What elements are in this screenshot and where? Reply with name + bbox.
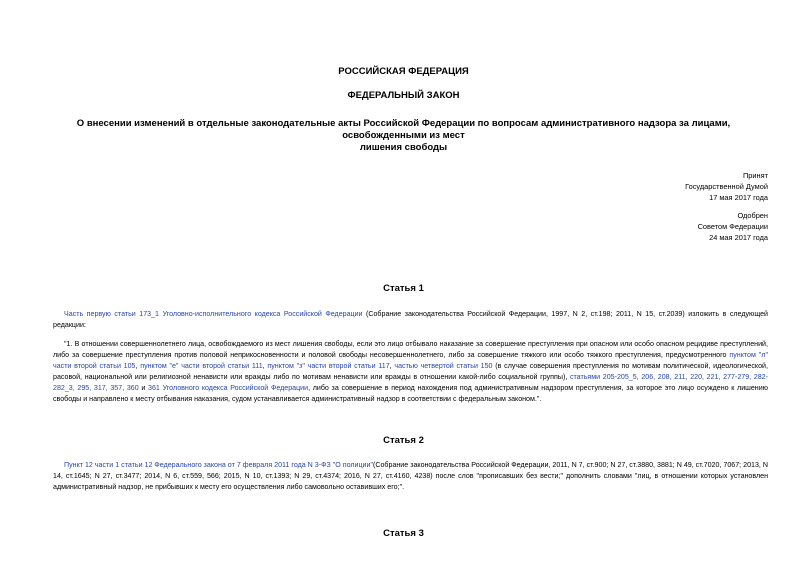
- article-2-link[interactable]: Пункт 12 части 1 статьи 12 Федерального закона от 7 февраля 2011 года N 3-ФЗ "О полиции": [64, 461, 373, 469]
- article-1-intro-text: (Собрание законодательства Российской Федерации, 1997, N 2, ст.198; 2011, N 15, ст.2039) изложить в следующей редакции:: [53, 310, 768, 329]
- country-heading: РОССИЙСКАЯ ФЕДЕРАЦИЯ: [338, 66, 469, 77]
- separator: ,: [389, 362, 395, 370]
- article-2-heading: Статья 2: [383, 435, 424, 446]
- accepted-date: 17 мая 2017 года: [709, 193, 768, 202]
- quote-text-2: (в случае совершения преступления по мотивам политической, идеологической, расовой, национальной или религиозной ненависти или вражды либо по мотивам ненависти или вражды в отношении какой-либо социальной группы),: [53, 362, 768, 381]
- article-1-intro: [53, 309, 768, 331]
- separator: ,: [262, 362, 268, 370]
- link-articles-list[interactable]: статьями 205-205_5, 206, 208, 211, 220, 221, 277-279, 282-282_3, 295, 317, 357, 360: [53, 373, 768, 392]
- quote-text-3: , либо за совершение в период нахождения под административным надзором преступления, за которое это лицо осуждено к лишению свободы и направлено к месту отбывания наказания, судом устанавливается административный надзор в соответствии с федеральным законом.".: [53, 384, 768, 403]
- accepted-label: Принят: [742, 171, 768, 180]
- separator: ,: [135, 362, 141, 370]
- accepted-body: Государственной Думой: [685, 182, 768, 191]
- approved-label: Одобрен: [737, 211, 768, 220]
- article-2-body: (Собрание законодательства Российской Федерации, 2011, N 7, ст.900; N 27, ст.3880, 3881; N 49, ст.7020, 7067; 2013, N 14, ст.1645; N 27, ст.3477; 2014, N 6, ст.559, 566; 2015, N 10, ст.1393; N 29, ст.4374; 2016, N 27, ст.4160, 4238) после слов "прописавших без вести;" дополнить словами "лиц, в отношении которых установлен административный надзор, не прибывших к месту его осуществления либо самовольно оставивших его;".: [53, 461, 768, 491]
- law-title: [52, 118, 755, 154]
- law-title-line-2: лишения свободы: [359, 142, 448, 153]
- adoption-approved: [698, 210, 768, 243]
- article-1-quote: [53, 339, 768, 405]
- article-1-heading: Статья 1: [383, 283, 424, 294]
- adoption-accepted: [685, 170, 768, 203]
- article-3-heading: Статья 3: [383, 528, 424, 539]
- law-type-heading: ФЕДЕРАЛЬНЫЙ ЗАКОН: [347, 90, 460, 101]
- link-criminal-code[interactable]: 361 Уголовного кодекса Российской Федерации: [148, 384, 309, 392]
- approved-date: 24 мая 2017 года: [709, 233, 768, 242]
- article-1-intro-link[interactable]: Часть первую статьи 173_1 Уголовно-исполнительного кодекса Российской Федерации: [64, 310, 363, 318]
- link-art-117[interactable]: пунктом "з" части второй статьи 117: [267, 362, 390, 370]
- link-art-150[interactable]: частью четвертой статьи 150: [394, 362, 493, 370]
- separator: и: [138, 384, 149, 392]
- law-title-line-1: О внесении изменений в отдельные законодательные акты Российской Федерации по вопросам административного надзора за лицами, освобожденными из мест: [76, 118, 731, 141]
- link-art-111[interactable]: пунктом "е" части второй статьи 111: [140, 362, 263, 370]
- approved-body: Советом Федерации: [697, 222, 768, 231]
- article-2-text: [53, 460, 768, 493]
- quote-text-1: "1. В отношении совершеннолетнего лица, освобождаемого из мест лишения свободы, если это лицо отбывало наказание за совершение преступления при опасном или особо опасном рецидиве преступлений, либо за совершение преступления против половой неприкосновенности и половой свободы несовершеннолетнего, либо за совершение тяжкого или особо тяжкого преступления, предусмотренного: [53, 340, 768, 359]
- link-art-105[interactable]: пунктом "л" части второй статьи 105: [53, 351, 768, 370]
